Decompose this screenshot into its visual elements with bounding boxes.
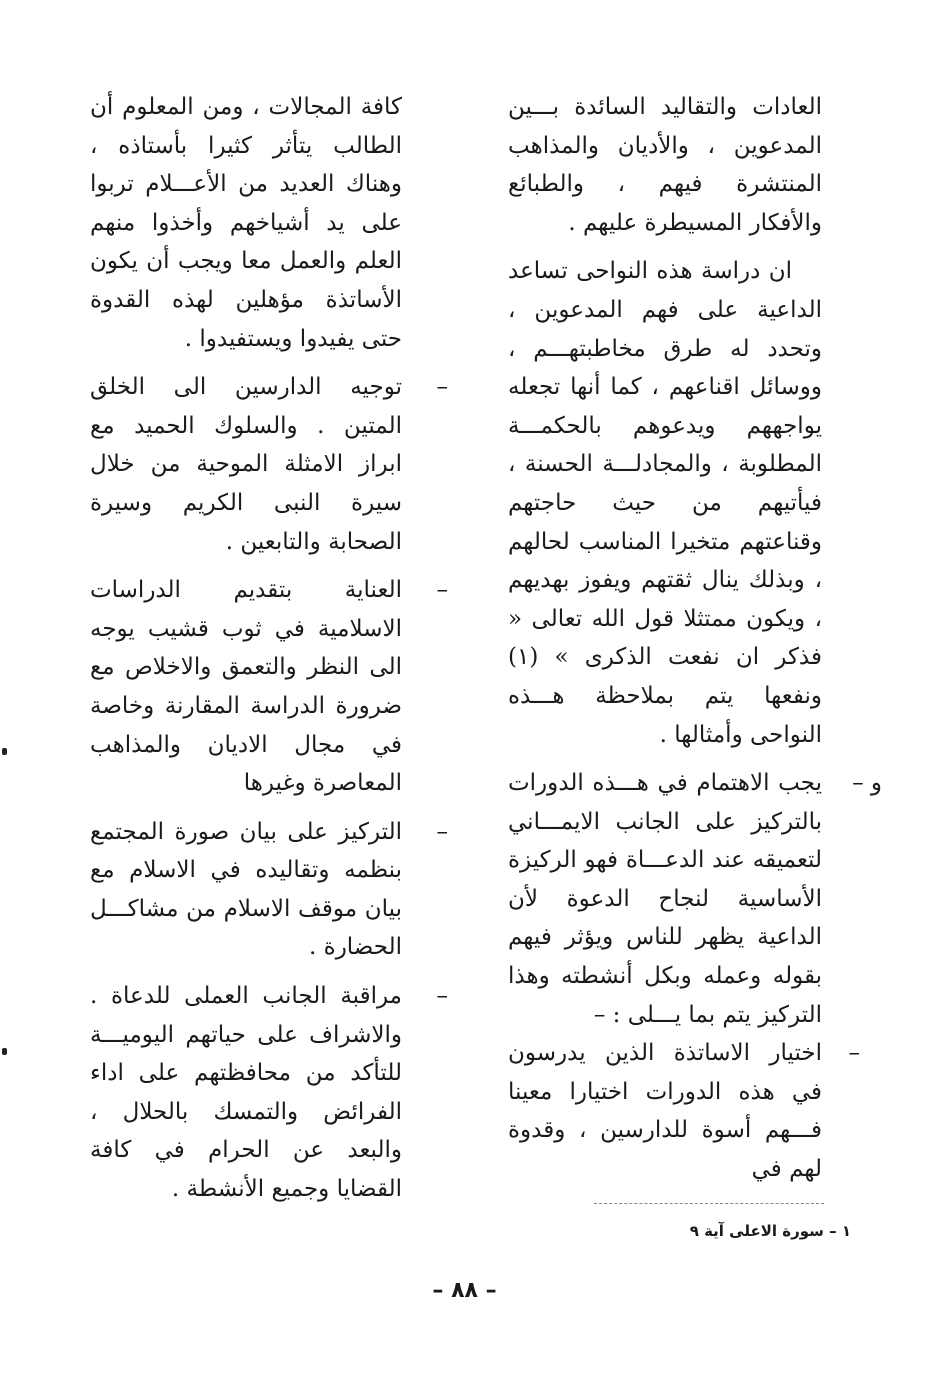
- list-dash: –: [848, 1040, 860, 1067]
- paragraph-faith-focus: يجب الاهتمام في هـــذه الدورات بالتركيز على الجانب الايمـــاني لتعميقه عند الدعـــاة فهو الركيزة الأساسية لنجاح الدعوة لأن الداعية يظهر للناس ويؤثر فيهم بقوله وعمله وبكل أنشطته وهذا التركيز يتم بما يـــلى : –: [508, 770, 822, 1028]
- footnote: ١ – سورة الاعلى آية ٩: [689, 1222, 851, 1240]
- right-column: [508, 88, 882, 1189]
- list-item-teachers: [508, 1034, 860, 1188]
- list-item-morals: [90, 368, 448, 561]
- list-item-text: مراقبة الجانب العملى للدعاة . والاشراف على حياتهم اليوميـــة للتأكد من محافظتهم على اداء الفرائض والتمسك بالحلال ، والبعد عن الحرام في كافة القضايا وجميع الأنشطة .: [90, 983, 402, 1203]
- scan-speck: [2, 748, 7, 755]
- page-number: – ٨٨ –: [432, 1278, 497, 1303]
- footnote-divider: [594, 1203, 824, 1204]
- list-dash: –: [436, 577, 448, 604]
- list-item-text: اختيار الاساتذة الذين يدرسون في هذه الدورات اختيارا معينا فـــهم أسوة للدارسين ، وقدوة لهم في: [508, 1040, 822, 1183]
- list-item-text: توجيه الدارسين الى الخلق المتين . والسلوك الحميد مع ابراز الامثلة الموحية من خلال سيرة النبى الكريم وسيرة الصحابة والتابعين .: [90, 374, 402, 555]
- list-item-society: [90, 813, 448, 967]
- list-item-supervision: [90, 977, 448, 1209]
- paragraph-teachers-continued: كافة المجالات ، ومن المعلوم أن الطالب يتأثر كثيرا بأستاذه ، وهناك العديد من الأعـــلام تربوا على يد أشياخهم وأخذوا منهم العلم والعمل معا ويجب أن يكون الأساتذة مؤهلين لهذه القدوة حتى يفيدوا ويستفيدوا .: [90, 94, 402, 352]
- list-item-text: العناية بتقديم الدراسات الاسلامية في ثوب قشيب يوجه الى النظر والتعمق والاخلاص مع ضرورة الدراسة المقارنة وخاصة في مجال الاديان والمذاهب المعاصرة وغيرها: [90, 577, 402, 797]
- list-dash: –: [436, 818, 448, 845]
- paragraph-study-importance: ان دراسة هذه النواحى تساعد الداعية على فهم المدعوين ، وتحدد له طرق مخاطبتهـــم ، ووسائل اقناعهم ، كما أنها تجعله يواجههم ويدعوهم بالحكمـــة المطلوبة ، والمجادلـــة الحسنة ، فيأتيهم من حيث حاجتهم وقناعتهم متخيرا المناسب لحالهم ، وبذلك ينال ثقتهم ويفوز بهديهم ، ويكون ممتثلا قول الله تعالى « فذكر ان نفعت الذكرى » (١) ونفعها يتم بملاحظة هـــذه النواحى وأمثالها .: [508, 258, 822, 748]
- scan-speck: [2, 1048, 7, 1055]
- left-column: [90, 88, 448, 1209]
- list-dash: –: [436, 983, 448, 1010]
- section-label: و –: [852, 770, 882, 797]
- list-item-text: التركيز على بيان صورة المجتمع بنظمه وتقاليده في الاسلام مع بيان موقف الاسلام من مشاكـــل الحضارة .: [90, 818, 402, 961]
- list-dash: –: [436, 374, 448, 401]
- section-faith-focus: [508, 764, 882, 1034]
- list-item-islamic-studies: [90, 571, 448, 803]
- paragraph-customs: العادات والتقاليد السائدة بـــين المدعوين ، والأديان والمذاهب المنتشرة فيهم ، والطبائع والأفكار المسيطرة عليهم .: [508, 94, 822, 236]
